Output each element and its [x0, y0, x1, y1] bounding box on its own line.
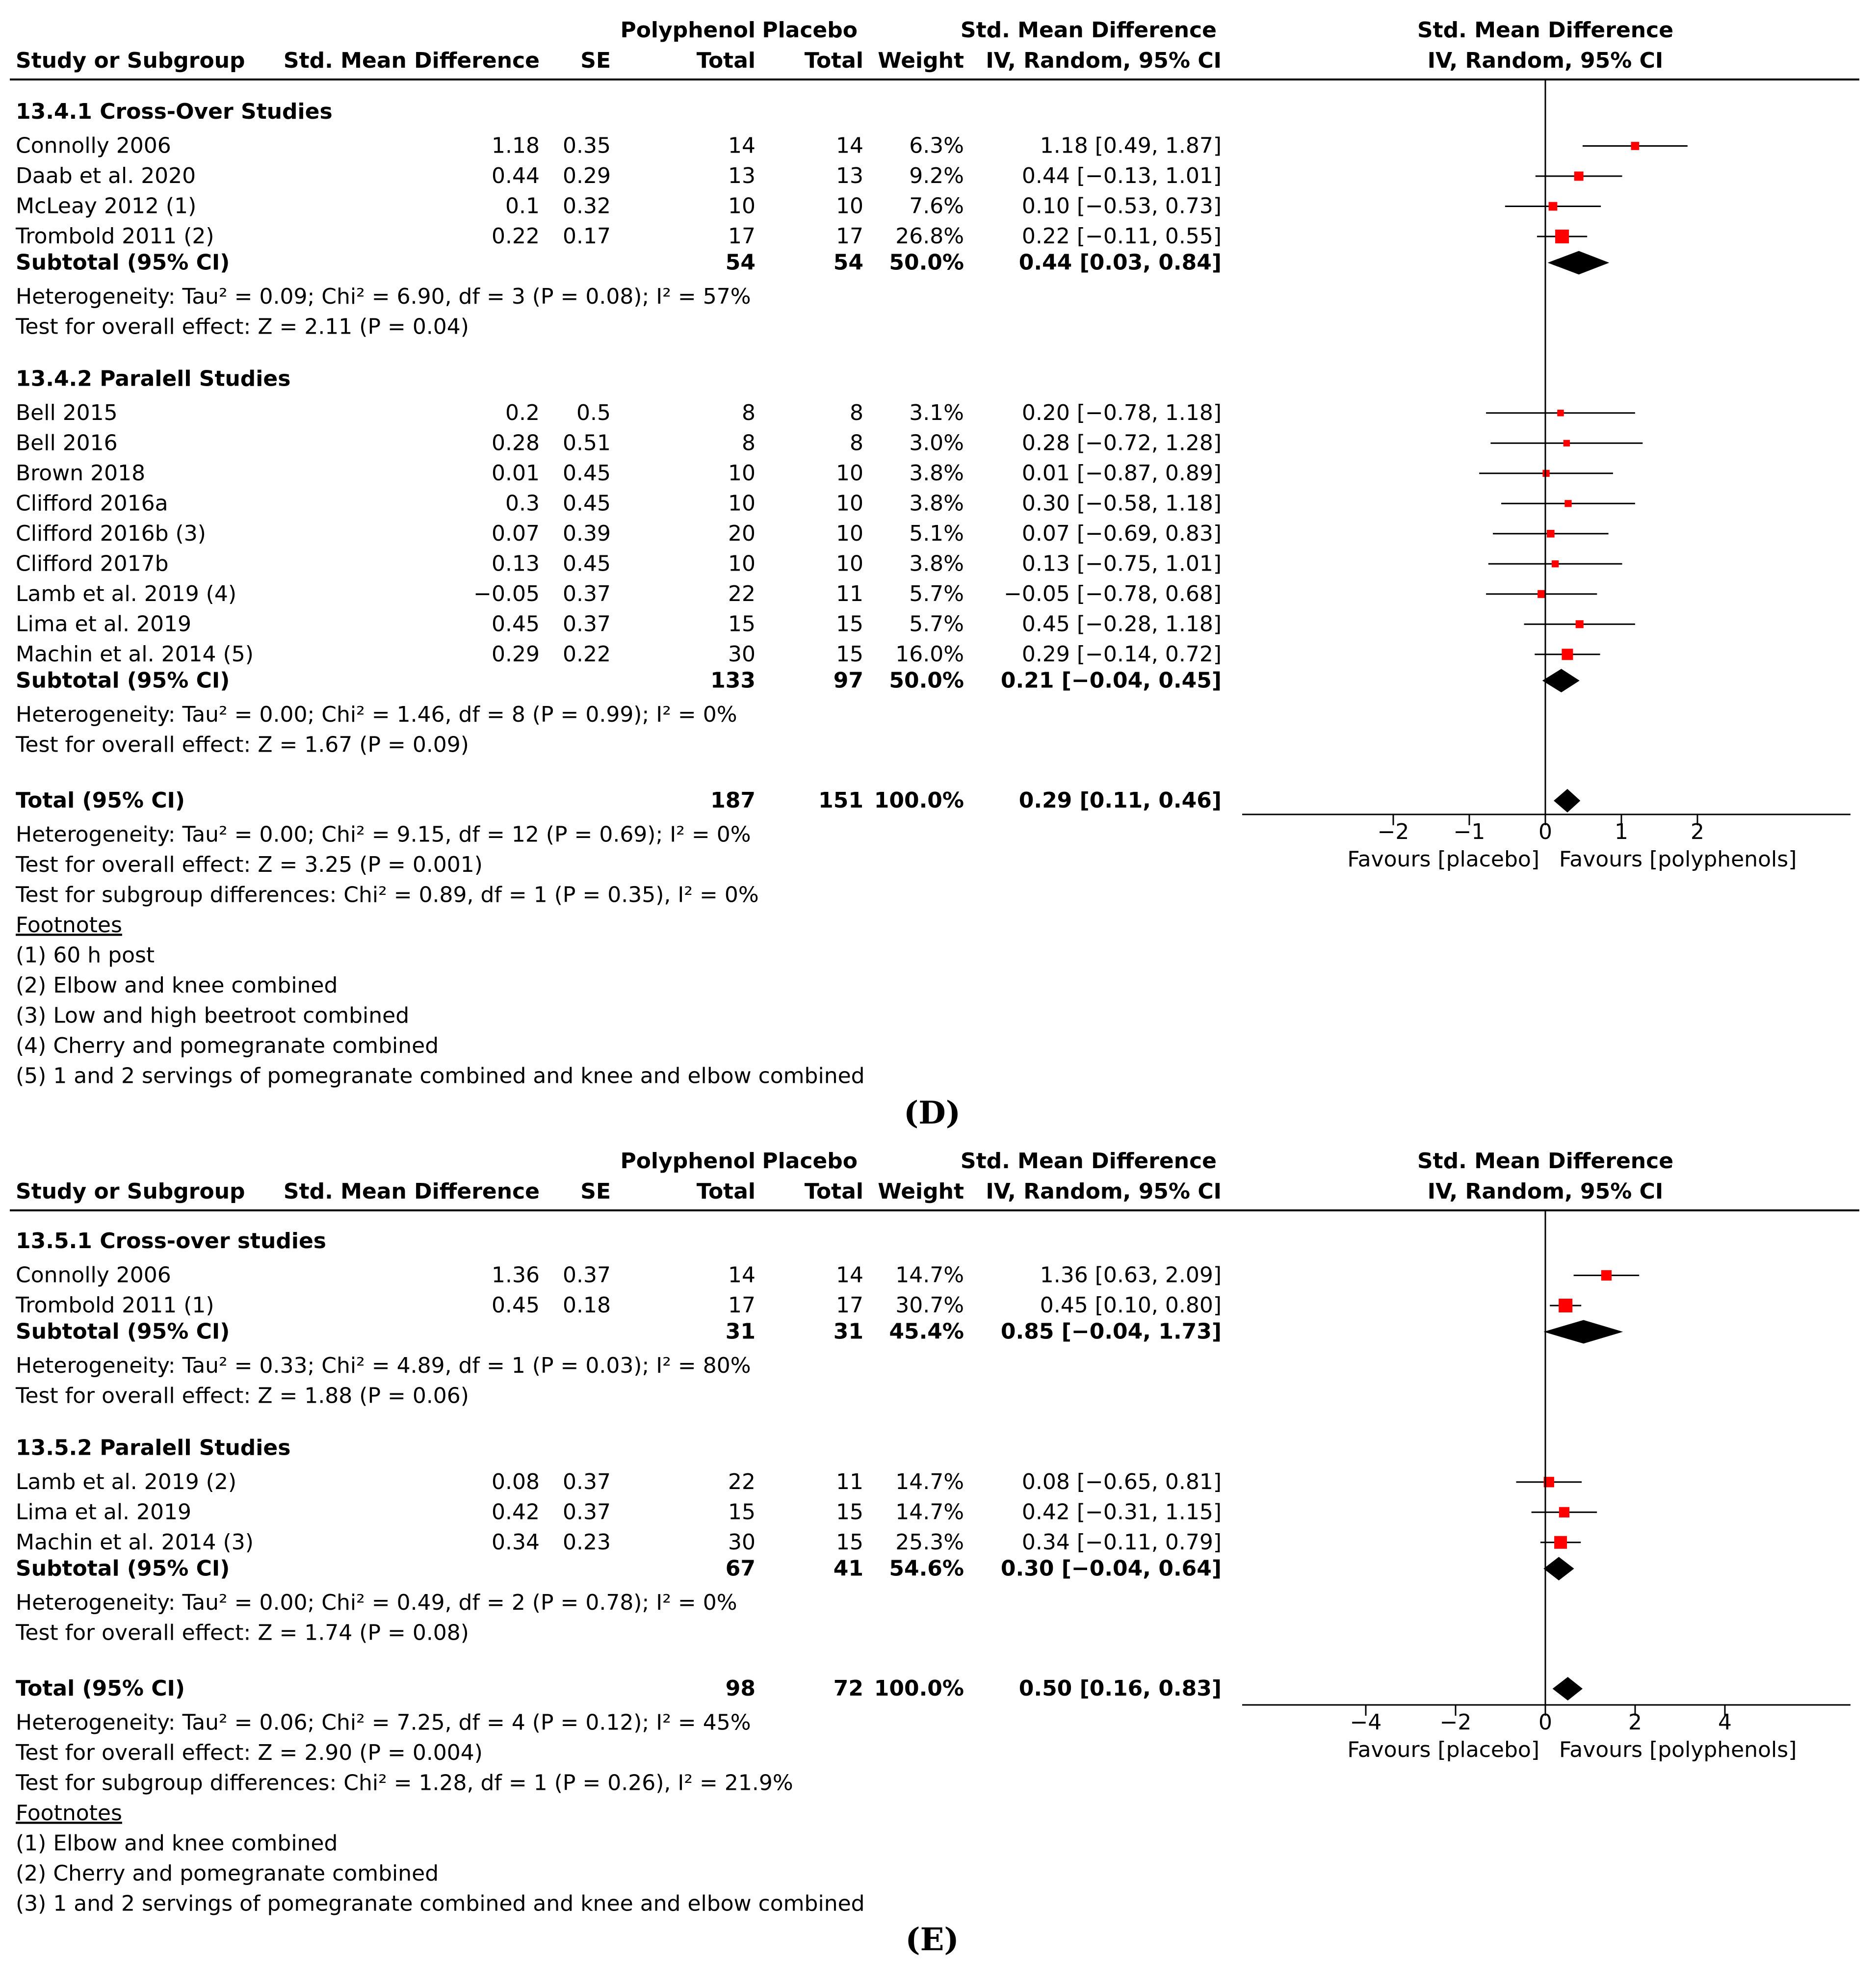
study-weight: 3.8% [909, 460, 964, 486]
study-name: Trombold 2011 (1) [16, 1293, 214, 1318]
study-weight: 16.0% [895, 641, 964, 667]
subtotal-label: Subtotal (95% CI) [16, 1556, 230, 1581]
study-ci: 0.08 [−0.65, 0.81] [1021, 1469, 1222, 1494]
total-ci: 0.50 [0.16, 0.83] [1018, 1676, 1222, 1701]
study-smd: 0.3 [505, 491, 540, 516]
study-weight: 3.8% [909, 551, 964, 576]
study-point [1574, 172, 1584, 181]
total-poly-total: 187 [710, 788, 756, 813]
study-ci: 0.34 [−0.11, 0.79] [1021, 1529, 1222, 1555]
header-weight: Weight [878, 48, 964, 73]
subgroup-title: 13.5.1 Cross-over studies [16, 1229, 326, 1254]
study-poly-total: 15 [728, 611, 756, 637]
study-smd: 0.13 [492, 551, 540, 576]
study-poly-total: 30 [728, 641, 756, 667]
study-point [1542, 470, 1549, 477]
study-smd: 0.45 [492, 611, 540, 637]
total-statistic: Test for overall effect: Z = 3.25 (P = 0.001) [16, 852, 483, 878]
study-ci: 0.45 [0.10, 0.80] [1040, 1293, 1222, 1318]
subtotal-weight: 50.0% [889, 250, 964, 275]
study-weight: 3.1% [909, 400, 964, 425]
subtotal-plac-total: 54 [833, 250, 863, 275]
header-smd-ci-bottom: IV, Random, 95% CI [986, 48, 1222, 73]
subtotal-poly-total: 54 [725, 250, 756, 275]
subgroup-overall-effect: Test for overall effect: Z = 1.88 (P = 0.06) [16, 1383, 469, 1409]
total-label: Total (95% CI) [16, 788, 185, 813]
study-poly-total: 14 [728, 1262, 756, 1288]
study-weight: 25.3% [895, 1529, 964, 1555]
study-se: 0.29 [563, 163, 611, 188]
header-smd: Std. Mean Difference [283, 1179, 540, 1204]
study-smd: 0.44 [492, 163, 540, 188]
study-weight: 5.1% [909, 521, 964, 546]
total-statistic: Test for overall effect: Z = 2.90 (P = 0.004) [16, 1740, 483, 1766]
study-se: 0.51 [563, 430, 611, 456]
study-plac-total: 11 [836, 581, 863, 606]
favours-placebo-label: Favours [placebo] [1347, 1737, 1539, 1762]
header-poly-total: Total [696, 48, 756, 73]
study-smd: 0.1 [505, 193, 540, 219]
study-se: 0.45 [563, 491, 611, 516]
study-ci: 0.22 [−0.11, 0.55] [1021, 224, 1222, 249]
total-poly-total: 98 [725, 1676, 756, 1701]
study-ci: 0.13 [−0.75, 1.01] [1021, 551, 1222, 576]
subgroup-title: 13.5.2 Paralell Studies [16, 1435, 291, 1461]
study-weight: 5.7% [909, 611, 964, 637]
study-smd: 0.08 [492, 1469, 540, 1494]
header-placebo: Placebo [762, 1149, 858, 1174]
study-point [1549, 202, 1558, 211]
study-ci: 0.07 [−0.69, 0.83] [1021, 521, 1222, 546]
study-plac-total: 10 [836, 551, 863, 576]
favours-placebo-label: Favours [placebo] [1347, 847, 1539, 872]
study-se: 0.37 [563, 611, 611, 637]
study-poly-total: 8 [742, 400, 756, 425]
study-ci: 1.36 [0.63, 2.09] [1040, 1262, 1222, 1288]
study-plac-total: 10 [836, 491, 863, 516]
study-name: Trombold 2011 (2) [16, 224, 214, 249]
study-name: Lima et al. 2019 [16, 1499, 191, 1525]
header-smd-ci-bottom: IV, Random, 95% CI [986, 1179, 1222, 1204]
study-smd: 1.36 [492, 1262, 540, 1288]
footnote: (3) Low and high beetroot combined [16, 1003, 410, 1028]
study-plac-total: 10 [836, 460, 863, 486]
study-smd: 0.34 [492, 1529, 540, 1555]
header-plot-bottom: IV, Random, 95% CI [1427, 1179, 1664, 1204]
study-weight: 26.8% [895, 224, 964, 249]
study-weight: 9.2% [909, 163, 964, 188]
study-ci: 0.01 [−0.87, 0.89] [1021, 460, 1222, 486]
study-point [1557, 410, 1563, 416]
study-point [1576, 620, 1584, 628]
study-poly-total: 15 [728, 1499, 756, 1525]
subtotal-label: Subtotal (95% CI) [16, 1319, 230, 1344]
study-smd: 0.01 [492, 460, 540, 486]
total-weight: 100.0% [874, 788, 964, 813]
total-plac-total: 151 [818, 788, 863, 813]
study-ci: 0.29 [−0.14, 0.72] [1021, 641, 1222, 667]
favours-polyphenols-label: Favours [polyphenols] [1559, 847, 1797, 872]
study-se: 0.37 [563, 581, 611, 606]
study-se: 0.18 [563, 1293, 611, 1318]
header-smd-ci-top: Std. Mean Difference [960, 18, 1217, 43]
header-weight: Weight [878, 1179, 964, 1204]
study-point [1547, 530, 1555, 538]
study-se: 0.39 [563, 521, 611, 546]
study-name: Machin et al. 2014 (5) [16, 641, 254, 667]
study-poly-total: 10 [728, 551, 756, 576]
study-smd: −0.05 [473, 581, 540, 606]
study-weight: 30.7% [895, 1293, 964, 1318]
subtotal-plac-total: 41 [833, 1556, 863, 1581]
study-smd: 0.45 [492, 1293, 540, 1318]
footnote: (2) Elbow and knee combined [16, 973, 338, 998]
study-poly-total: 22 [728, 581, 756, 606]
subgroup-heterogeneity: Heterogeneity: Tau² = 0.09; Chi² = 6.90, df = 3 (P = 0.08); I² = 57% [16, 284, 751, 309]
header-plac-total: Total [804, 1179, 863, 1204]
study-smd: 0.22 [492, 224, 540, 249]
study-name: Clifford 2016b (3) [16, 521, 206, 546]
study-ci: 0.20 [−0.78, 1.18] [1021, 400, 1222, 425]
header-plot-top: Std. Mean Difference [1417, 18, 1674, 43]
study-name: Daab et al. 2020 [16, 163, 196, 188]
study-weight: 14.7% [895, 1262, 964, 1288]
study-se: 0.37 [563, 1499, 611, 1525]
study-ci: 0.44 [−0.13, 1.01] [1021, 163, 1222, 188]
study-smd: 0.07 [492, 521, 540, 546]
subgroup-overall-effect: Test for overall effect: Z = 2.11 (P = 0.04) [16, 314, 469, 340]
x-tick-label: 4 [1718, 1710, 1732, 1735]
subtotal-label: Subtotal (95% CI) [16, 250, 230, 275]
header-se: SE [580, 48, 611, 73]
subtotal-ci: 0.30 [−0.04, 0.64] [1000, 1556, 1222, 1581]
footnote: (1) 60 h post [16, 942, 155, 968]
total-statistic: Heterogeneity: Tau² = 0.00; Chi² = 9.15, df = 12 (P = 0.69); I² = 0% [16, 822, 751, 847]
header-study: Study or Subgroup [16, 1179, 245, 1204]
study-smd: 1.18 [492, 133, 540, 158]
study-point [1555, 230, 1569, 243]
study-point [1631, 142, 1640, 150]
study-point [1564, 500, 1571, 507]
study-se: 0.23 [563, 1529, 611, 1555]
subgroup-overall-effect: Test for overall effect: Z = 1.74 (P = 0.08) [16, 1620, 469, 1646]
x-tick-label: 2 [1691, 819, 1704, 844]
study-se: 0.35 [563, 133, 611, 158]
study-name: Brown 2018 [16, 460, 146, 486]
study-plac-total: 14 [836, 133, 863, 158]
study-ci: 0.10 [−0.53, 0.73] [1021, 193, 1222, 219]
study-poly-total: 30 [728, 1529, 756, 1555]
study-ci: −0.05 [−0.78, 0.68] [1004, 581, 1222, 606]
header-study: Study or Subgroup [16, 48, 245, 73]
x-tick-label: −1 [1453, 819, 1485, 844]
study-ci: 0.30 [−0.58, 1.18] [1021, 491, 1222, 516]
subtotal-weight: 54.6% [889, 1556, 964, 1581]
footnote: (2) Cherry and pomegranate combined [16, 1861, 439, 1886]
subtotal-poly-total: 133 [710, 668, 756, 693]
study-weight: 5.7% [909, 581, 964, 606]
study-plac-total: 15 [836, 611, 863, 637]
subgroup-heterogeneity: Heterogeneity: Tau² = 0.33; Chi² = 4.89, df = 1 (P = 0.03); I² = 80% [16, 1353, 751, 1378]
study-ci: 0.45 [−0.28, 1.18] [1021, 611, 1222, 637]
header-polyphenol: Polyphenol [620, 1149, 756, 1174]
study-plac-total: 8 [850, 400, 863, 425]
footnotes-title: Footnotes [16, 1801, 122, 1826]
study-plac-total: 17 [836, 224, 863, 249]
study-weight: 3.0% [909, 430, 964, 456]
study-se: 0.22 [563, 641, 611, 667]
study-smd: 0.2 [505, 400, 540, 425]
study-point [1601, 1270, 1612, 1281]
study-se: 0.32 [563, 193, 611, 219]
footnote: (5) 1 and 2 servings of pomegranate combined and knee and elbow combined [16, 1063, 865, 1089]
footnote: (4) Cherry and pomegranate combined [16, 1033, 439, 1059]
study-name: Clifford 2016a [16, 491, 168, 516]
study-point [1562, 649, 1573, 660]
subtotal-weight: 45.4% [889, 1319, 964, 1344]
study-name: Clifford 2017b [16, 551, 169, 576]
study-ci: 0.28 [−0.72, 1.28] [1021, 430, 1222, 456]
subtotal-weight: 50.0% [889, 668, 964, 693]
study-ci: 0.42 [−0.31, 1.15] [1021, 1499, 1222, 1525]
subtotal-ci: 0.85 [−0.04, 1.73] [1000, 1319, 1222, 1344]
total-weight: 100.0% [874, 1676, 964, 1701]
study-smd: 0.28 [492, 430, 540, 456]
study-poly-total: 10 [728, 460, 756, 486]
subtotal-plac-total: 97 [833, 668, 863, 693]
study-point [1537, 590, 1545, 598]
x-tick-label: 0 [1538, 1710, 1552, 1735]
subgroup-title: 13.4.1 Cross-Over Studies [16, 99, 333, 124]
x-tick-label: 0 [1538, 819, 1552, 844]
x-tick-label: −4 [1350, 1710, 1382, 1735]
total-label: Total (95% CI) [16, 1676, 185, 1701]
header-placebo: Placebo [762, 18, 858, 43]
header-plot-top: Std. Mean Difference [1417, 1149, 1674, 1174]
study-poly-total: 10 [728, 491, 756, 516]
panel-label: (E) [905, 1921, 959, 1958]
study-point [1563, 440, 1570, 446]
study-point [1554, 1536, 1567, 1549]
footnote: (1) Elbow and knee combined [16, 1831, 338, 1856]
study-weight: 14.7% [895, 1469, 964, 1494]
header-polyphenol: Polyphenol [620, 18, 756, 43]
subtotal-poly-total: 67 [725, 1556, 756, 1581]
footnote: (3) 1 and 2 servings of pomegranate combined and knee and elbow combined [16, 1891, 865, 1916]
total-statistic: Test for subgroup differences: Chi² = 0.89, df = 1 (P = 0.35), I² = 0% [16, 882, 759, 908]
x-tick-label: −2 [1377, 819, 1409, 844]
subgroup-title: 13.4.2 Paralell Studies [16, 366, 291, 392]
header-se: SE [580, 1179, 611, 1204]
x-tick-label: 2 [1628, 1710, 1642, 1735]
total-statistic: Test for subgroup differences: Chi² = 1.28, df = 1 (P = 0.26), I² = 21.9% [16, 1770, 793, 1796]
study-poly-total: 20 [728, 521, 756, 546]
study-smd: 0.42 [492, 1499, 540, 1525]
study-point [1559, 1507, 1569, 1517]
study-plac-total: 11 [836, 1469, 863, 1494]
x-tick-label: 1 [1615, 819, 1628, 844]
study-plac-total: 13 [836, 163, 863, 188]
study-poly-total: 8 [742, 430, 756, 456]
study-plac-total: 15 [836, 641, 863, 667]
subgroup-overall-effect: Test for overall effect: Z = 1.67 (P = 0.09) [16, 732, 469, 758]
study-name: Lamb et al. 2019 (4) [16, 581, 237, 606]
study-se: 0.5 [576, 400, 611, 425]
study-plac-total: 14 [836, 1262, 863, 1288]
total-statistic: Heterogeneity: Tau² = 0.06; Chi² = 7.25, df = 4 (P = 0.12); I² = 45% [16, 1710, 751, 1735]
study-se: 0.37 [563, 1262, 611, 1288]
study-point [1552, 560, 1559, 567]
header-plot-bottom: IV, Random, 95% CI [1427, 48, 1664, 73]
study-weight: 3.8% [909, 491, 964, 516]
study-plac-total: 8 [850, 430, 863, 456]
study-se: 0.45 [563, 460, 611, 486]
study-name: Bell 2016 [16, 430, 118, 456]
subtotal-poly-total: 31 [725, 1319, 756, 1344]
subtotal-label: Subtotal (95% CI) [16, 668, 230, 693]
study-weight: 14.7% [895, 1499, 964, 1525]
study-weight: 7.6% [909, 193, 964, 219]
study-name: Lamb et al. 2019 (2) [16, 1469, 237, 1494]
study-name: Connolly 2006 [16, 133, 171, 158]
study-poly-total: 10 [728, 193, 756, 219]
study-point [1559, 1299, 1572, 1312]
study-plac-total: 17 [836, 1293, 863, 1318]
study-poly-total: 13 [728, 163, 756, 188]
total-ci: 0.29 [0.11, 0.46] [1018, 788, 1222, 813]
study-smd: 0.29 [492, 641, 540, 667]
study-name: Lima et al. 2019 [16, 611, 191, 637]
study-plac-total: 10 [836, 521, 863, 546]
header-smd: Std. Mean Difference [283, 48, 540, 73]
header-poly-total: Total [696, 1179, 756, 1204]
study-name: Machin et al. 2014 (3) [16, 1529, 254, 1555]
subtotal-plac-total: 31 [833, 1319, 863, 1344]
study-se: 0.37 [563, 1469, 611, 1494]
header-plac-total: Total [804, 48, 863, 73]
study-poly-total: 17 [728, 224, 756, 249]
study-ci: 1.18 [0.49, 1.87] [1040, 133, 1222, 158]
subgroup-heterogeneity: Heterogeneity: Tau² = 0.00; Chi² = 1.46, df = 8 (P = 0.99); I² = 0% [16, 702, 737, 727]
x-tick-label: −2 [1439, 1710, 1472, 1735]
subtotal-ci: 0.21 [−0.04, 0.45] [1000, 668, 1222, 693]
study-poly-total: 14 [728, 133, 756, 158]
study-se: 0.17 [563, 224, 611, 249]
study-se: 0.45 [563, 551, 611, 576]
study-plac-total: 15 [836, 1529, 863, 1555]
study-weight: 6.3% [909, 133, 964, 158]
subgroup-heterogeneity: Heterogeneity: Tau² = 0.00; Chi² = 0.49, df = 2 (P = 0.78); I² = 0% [16, 1590, 737, 1615]
footnotes-title: Footnotes [16, 913, 122, 938]
subtotal-ci: 0.44 [0.03, 0.84] [1018, 250, 1222, 275]
study-poly-total: 22 [728, 1469, 756, 1494]
header-smd-ci-top: Std. Mean Difference [960, 1149, 1217, 1174]
panel-label: (D) [903, 1095, 961, 1131]
study-poly-total: 17 [728, 1293, 756, 1318]
favours-polyphenols-label: Favours [polyphenols] [1559, 1737, 1797, 1762]
study-name: Connolly 2006 [16, 1262, 171, 1288]
study-name: Bell 2015 [16, 400, 118, 425]
study-plac-total: 10 [836, 193, 863, 219]
study-plac-total: 15 [836, 1499, 863, 1525]
total-plac-total: 72 [833, 1676, 863, 1701]
study-name: McLeay 2012 (1) [16, 193, 197, 219]
